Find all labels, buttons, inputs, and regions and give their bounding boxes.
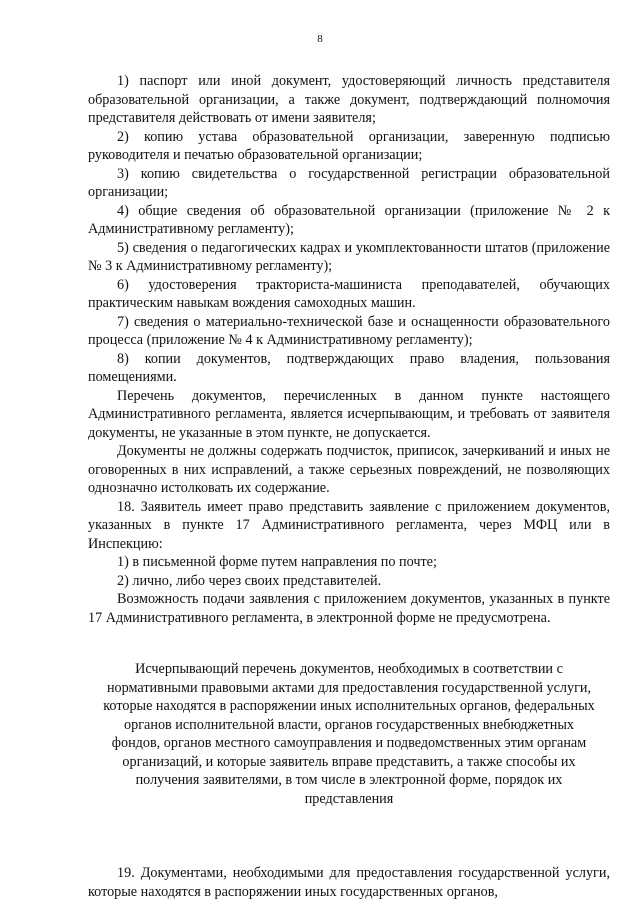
section-heading: Исчерпывающий перечень документов, необходимых в соответствии с нормативными правовыми актами для предоставления государственной услуги, которые находятся в распоряжении иных исполнительных органов, федеральных органов исполнительной власти, органов государственных внебюджетных фондов, органов местного самоуправления и подведомственных этим органам организаций, и которые заявитель вправе представить, а также способы их получения заявителями, в том числе в электронной форме, порядок их представления	[103, 661, 595, 807]
page-number: 8	[317, 33, 323, 45]
paragraph: 1) в письменной форме путем направления по почте;	[117, 554, 437, 570]
paragraph: 3) копию свидетельства о государственной регистрации образовательной организации;	[88, 165, 610, 200]
document-body	[88, 72, 610, 901]
paragraph: 2) лично, либо через своих представителей.	[117, 572, 382, 589]
paragraph: 18. Заявитель имеет право представить заявление с приложением документов, указанных в пункте 17 Административного регламента, через МФЦ или в Инспекцию:	[88, 498, 610, 552]
paragraph: 1) паспорт или иной документ, удостоверяющий личность представителя образовательной организации, а также документ, подтверждающий полномочия представителя действовать от имени заявителя;	[88, 73, 610, 126]
paragraph: 6) удостоверения тракториста-машиниста преподавателей, обучающих практическим навыкам вождения самоходных машин.	[88, 276, 610, 311]
paragraph: 5) сведения о педагогических кадрах и укомплектованности штатов (приложение № 3 к Административному регламенту);	[88, 239, 610, 274]
paragraph: Документы не должны содержать подчисток, приписок, зачеркиваний и иных не оговоренных в них исправлений, а также серьезных повреждений, не позволяющих однозначно истолковать их содержание.	[88, 443, 610, 496]
paragraph: 8) копии документов, подтверждающих право владения, пользования помещениями.	[88, 350, 610, 385]
paragraph: 4) общие сведения об образовательной организации (приложение № 2 к Административному регламенту);	[88, 202, 610, 237]
paragraph: Перечень документов, перечисленных в данном пункте настоящего Административного регламента, является исчерпывающим, и требовать от заявителя документы, не указанные в этом пункте, не допускается.	[88, 387, 610, 441]
paragraph: 2) копию устава образовательной организации, заверенную подписью руководителя и печатью образовательной организации;	[88, 128, 610, 163]
paragraph: Возможность подачи заявления с приложением документов, указанных в пункте 17 Административного регламента, в электронной форме не предусмотрена.	[88, 591, 610, 626]
paragraph: 7) сведения о материально-технической базе и оснащенности образовательного процесса (приложение № 4 к Административному регламенту);	[88, 313, 610, 348]
paragraph: 19. Документами, необходимыми для предоставления государственной услуги, которые находятся в распоряжении иных государственных органов,	[88, 865, 610, 900]
